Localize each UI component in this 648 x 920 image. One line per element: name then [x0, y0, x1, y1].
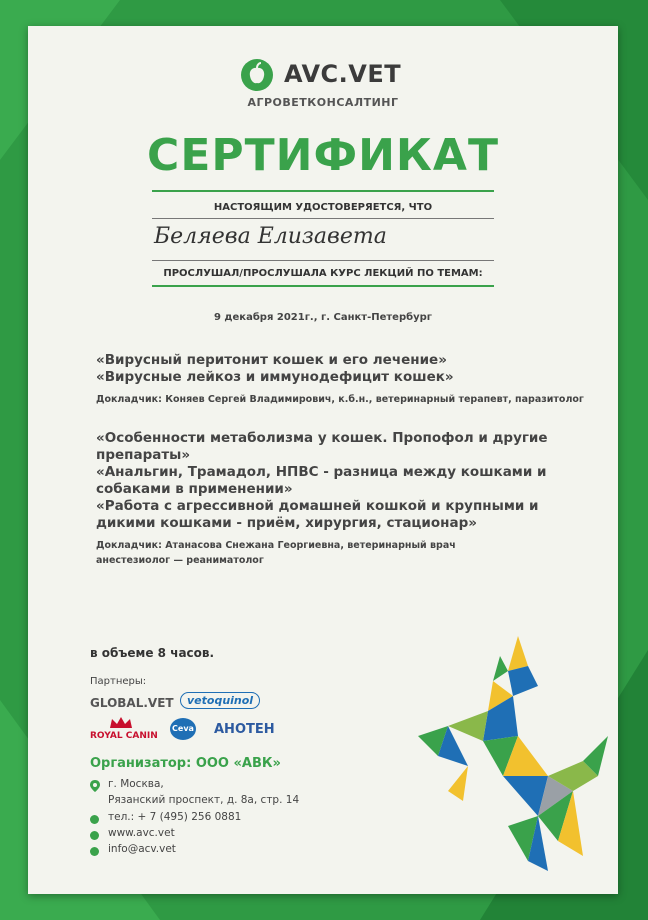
- company-logo-text: AVC.VET: [284, 60, 402, 88]
- lecture-title: дикими кошками - приём, хирургия, стационар»: [96, 515, 477, 531]
- partner-royalcanin-logo: ROYAL CANIN: [90, 731, 158, 741]
- partners-label: Партнеры:: [90, 676, 147, 687]
- lecture-title: препараты»: [96, 447, 191, 463]
- location-pin-icon: [90, 780, 100, 792]
- speaker-info: Докладчик: Коняев Сергей Владимирович, к.б.н., ветеринарный терапевт, паразитолог: [96, 394, 584, 405]
- date-place: 9 декабря 2021г., г. Санкт-Петербург: [213, 312, 433, 323]
- globe-icon: [90, 831, 99, 840]
- address-city: г. Москва,: [108, 778, 164, 790]
- hours-volume: в объеме 8 часов.: [90, 646, 215, 660]
- lecture-title: «Анальгин, Трамадол, НПВС - разница между кошками и: [96, 464, 547, 480]
- lecture-title: «Вирусный перитонит кошек и его лечение»: [96, 352, 447, 368]
- partner-anoten-logo: АНОТЕН: [214, 722, 275, 737]
- address-street: Рязанский проспект, д. 8а, стр. 14: [108, 794, 300, 806]
- partner-ceva-logo: Ceva: [170, 718, 196, 740]
- lecture-title: «Вирусные лейкоз и иммунодефицит кошек»: [96, 369, 454, 385]
- mail-icon: [90, 847, 99, 856]
- phone-number: тел.: + 7 (495) 256 0881: [108, 811, 242, 823]
- partner-vetoquinol-logo: vetoquinol: [180, 692, 260, 709]
- website-link[interactable]: www.avc.vet: [108, 827, 175, 839]
- divider: [152, 260, 494, 261]
- divider: [152, 190, 494, 192]
- origami-cat-illustration: [408, 626, 618, 876]
- avc-apple-logo-icon: [240, 58, 274, 92]
- phone-icon: [90, 815, 99, 824]
- organizer-label: Организатор: ООО «АВК»: [90, 756, 281, 771]
- certificate-title: СЕРТИФИКАТ: [147, 130, 499, 181]
- lecture-title: «Работа с агрессивной домашней кошкой и крупными и: [96, 498, 539, 514]
- divider: [152, 218, 494, 219]
- certify-line: НАСТОЯЩИМ УДОСТОВЕРЯЕТСЯ, ЧТО: [213, 202, 433, 213]
- partner-globalvet-logo: GLOBAL.VET: [90, 696, 174, 710]
- company-subtitle: АГРОВЕТКОНСАЛТИНГ: [247, 96, 399, 109]
- crown-icon: [108, 716, 134, 730]
- lecture-title: собаками в применении»: [96, 481, 293, 497]
- email-link[interactable]: info@acv.vet: [108, 843, 176, 855]
- completed-line: ПРОСЛУШАЛ/ПРОСЛУШАЛА КУРС ЛЕКЦИЙ ПО ТЕМАМ:: [163, 268, 483, 279]
- lecture-title: «Особенности метаболизма у кошек. Пропофол и другие: [96, 430, 548, 446]
- divider: [152, 285, 494, 287]
- speaker-info: Докладчик: Атанасова Снежана Георгиевна, ветеринарный врач: [96, 540, 456, 551]
- certificate-paper: [28, 26, 618, 894]
- recipient-name: Беляева Елизавета: [154, 224, 387, 249]
- speaker-info: анестезиолог — реаниматолог: [96, 555, 264, 566]
